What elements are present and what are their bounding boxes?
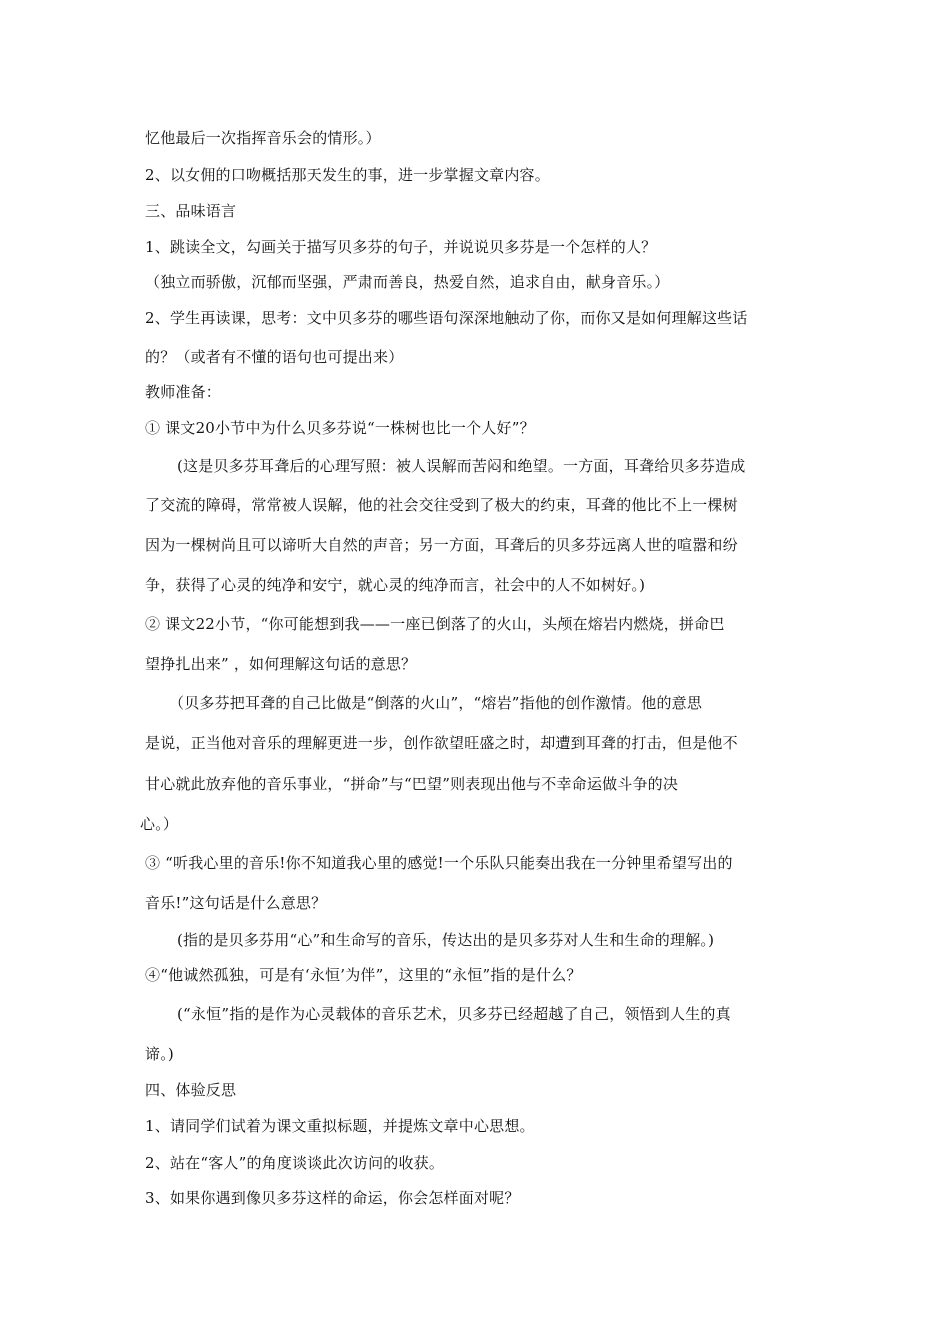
text-line: 2、站在“客人”的角度谈谈此次访问的收获。 xyxy=(145,1154,445,1172)
text-line: ③ “听我心里的音乐!你不知道我心里的感觉!一个乐队只能奏出我在一分钟里希望写出的 xyxy=(145,854,733,872)
text-line: 音乐!”这句话是什么意思？ xyxy=(145,894,327,912)
text-line: （独立而骄傲，沉郁而坚强，严肃而善良，热爱自然，追求自由，献身音乐。） xyxy=(145,273,670,291)
text-line: 2、以女佣的口吻概括那天发生的事，进一步掌握文章内容。 xyxy=(145,166,550,184)
text-line: 谛。) xyxy=(145,1045,174,1063)
text-line: 3、如果你遇到像贝多芬这样的命运，你会怎样面对呢？ xyxy=(145,1189,520,1207)
text-line: ① 课文20小节中为什么贝多芬说“一株树也比一个人好”？ xyxy=(145,419,535,437)
text-line: （贝多芬把耳聋的自己比做是“倒落的火山”，“熔岩”指他的创作激情。他的意思 xyxy=(169,694,703,712)
text-line: ② 课文22小节，“你可能想到我——一座已倒落了的火山，头颅在熔岩内燃烧，拼命巴 xyxy=(145,615,725,633)
text-line: 的？（或者有不懂的语句也可提出来） xyxy=(145,348,404,366)
text-line: 教师准备： xyxy=(145,383,222,401)
text-line: 是说，正当他对音乐的理解更进一步，创作欲望旺盛之时，却遭到耳聋的打击，但是他不 xyxy=(145,734,738,752)
text-line: 心。） xyxy=(140,815,179,833)
text-line: (“永恒”指的是作为心灵载体的音乐艺术，贝多芬已经超越了自己，领悟到人生的真 xyxy=(177,1005,731,1023)
text-line: 因为一棵树尚且可以谛听大自然的声音；另一方面，耳聋后的贝多芬远离人世的喧嚣和纷 xyxy=(145,536,738,554)
text-line: 忆他最后一次指挥音乐会的情形。） xyxy=(145,129,381,147)
text-line: (指的是贝多芬用“心”和生命写的音乐，传达出的是贝多芬对人生和生命的理解。) xyxy=(177,931,715,949)
section-heading: 三、品味语言 xyxy=(145,202,237,220)
text-line: 2、学生再读课，思考：文中贝多芬的哪些语句深深地触动了你，而你又是如何理解这些话 xyxy=(145,309,748,327)
text-line: 1、跳读全文，勾画关于描写贝多芬的句子，并说说贝多芬是一个怎样的人？ xyxy=(145,238,657,256)
text-line: (这是贝多芬耳聋后的心理写照：被人误解而苦闷和绝望。一方面，耳聋给贝多芬造成 xyxy=(177,457,746,475)
text-line: ④“他诚然孤独，可是有‘永恒’为伴”，这里的“永恒”指的是什么？ xyxy=(145,966,582,984)
text-line: 争，获得了心灵的纯净和安宁，就心灵的纯净而言，社会中的人不如树好。) xyxy=(145,576,646,594)
text-line: 望挣扎出来” ，如何理解这句话的意思？ xyxy=(145,655,417,673)
section-heading: 四、体验反思 xyxy=(145,1081,237,1099)
text-line: 了交流的障碍，常常被人误解，他的社会交往受到了极大的约束，耳聋的他比不上一棵树 xyxy=(145,496,738,514)
text-line: 甘心就此放弃他的音乐事业，“拼命”与“巴望”则表现出他与不幸命运做斗争的决 xyxy=(145,775,679,793)
text-line: 1、请同学们试着为课文重拟标题，并提炼文章中心思想。 xyxy=(145,1117,535,1135)
